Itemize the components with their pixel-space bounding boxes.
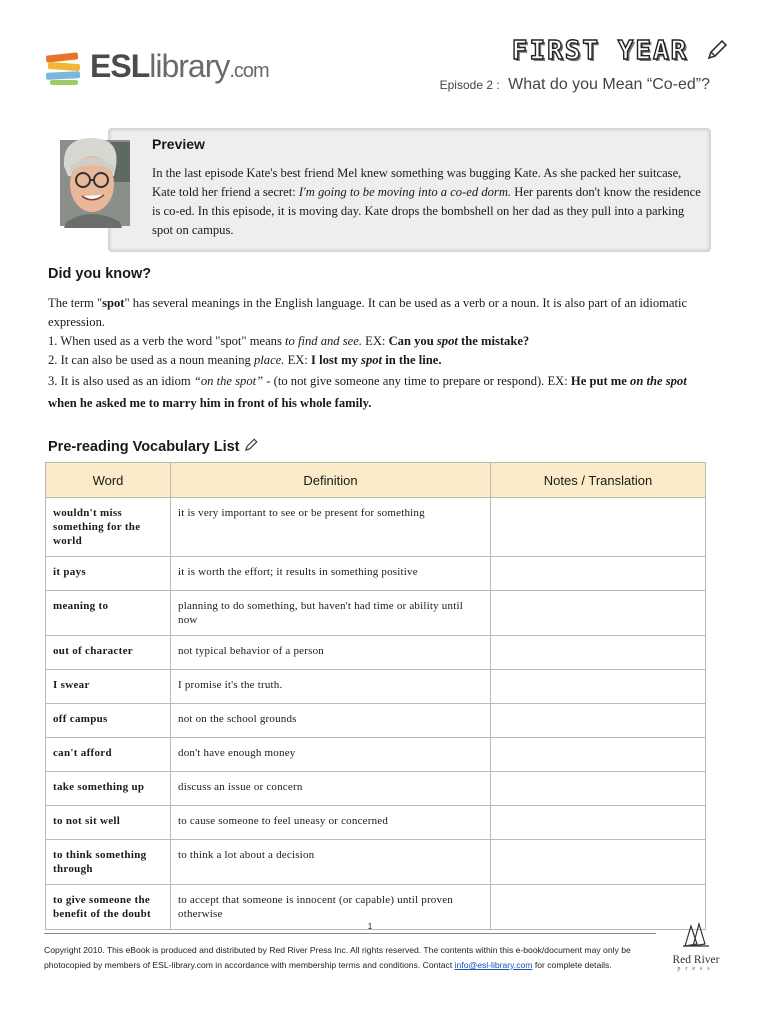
esl-library-logo — [44, 44, 284, 94]
vocab-notes-cell[interactable] — [491, 557, 706, 591]
vocab-word: wouldn't miss something for the world — [46, 498, 171, 557]
vocab-row — [46, 591, 706, 636]
vocab-word: to give someone the benefit of the doubt — [46, 885, 171, 930]
vocab-definition: planning to do something, but haven't had time or ability until now — [171, 591, 491, 636]
dyk-intro: The term "spot" has several meanings in the English language. It can be used as a verb or a noun. It is also part of an idiomatic expression. — [48, 296, 688, 329]
vocab-word: take something up — [46, 772, 171, 806]
vocab-heading: Pre-reading Vocabulary List — [48, 438, 258, 455]
logo-wordmark: ESLlibrary.com — [90, 48, 269, 84]
vocab-row — [46, 772, 706, 806]
vocab-word: it pays — [46, 557, 171, 591]
copyright-text: Copyright 2010. This eBook is produced and distributed by Red River Press Inc. All rights reserved. The contents within this e-book/document may only be photocopied by members of ESL-library.com in accordance with membership terms and conditions. Contact info@esl-library.com for complete details. — [44, 945, 631, 970]
vocab-word: meaning to — [46, 591, 171, 636]
vocab-definition: don't have enough money — [171, 738, 491, 772]
vocab-row — [46, 806, 706, 840]
dyk-item-3: 3. It is also used as an idiom “on the spot” - (to not give someone any time to prepare or respond). EX: He put me on the spot when he asked me to marry him in front of his whole family. — [48, 374, 687, 410]
episode-number: Episode 2 : — [439, 78, 500, 92]
vocab-row — [46, 840, 706, 885]
vocab-definition: to cause someone to feel uneasy or concerned — [171, 806, 491, 840]
vocab-notes-cell[interactable] — [491, 738, 706, 772]
vocab-word: off campus — [46, 704, 171, 738]
episode-title: What do you Mean “Co-ed”? — [508, 76, 710, 93]
vocab-row — [46, 704, 706, 738]
book-pages-icon — [681, 922, 711, 948]
vocab-definition: it is worth the effort; it results in something positive — [171, 557, 491, 591]
preview-text: In the last episode Kate's best friend Mel knew something was bugging Kate. As she packed her suitcase, Kate told her friend a secret: I'm going to be moving into a co-ed dorm. Her parents don't know the residence is co-ed. In this episode, it is moving day. Kate drops the bombshell on her dad as they pull into a parking spot on campus. — [152, 166, 701, 237]
vocab-notes-cell[interactable] — [491, 670, 706, 704]
did-you-know-heading: Did you know? — [48, 266, 152, 282]
vocab-definition: to accept that someone is innocent (or capable) until proven otherwise — [171, 885, 491, 930]
character-avatar — [50, 132, 134, 228]
vocab-notes-cell[interactable] — [491, 806, 706, 840]
red-river-press-logo: Red River press — [668, 922, 724, 974]
series-title: FIRST YEAR — [512, 36, 728, 66]
vocab-definition: I promise it's the truth. — [171, 670, 491, 704]
column-header-word: Word — [46, 463, 171, 498]
books-icon — [44, 48, 84, 88]
vocab-notes-cell[interactable] — [491, 498, 706, 557]
vocab-definition: discuss an issue or concern — [171, 772, 491, 806]
vocab-notes-cell[interactable] — [491, 772, 706, 806]
vocab-notes-cell[interactable] — [491, 591, 706, 636]
vocab-definition: not typical behavior of a person — [171, 636, 491, 670]
vocab-row — [46, 557, 706, 591]
vocab-word: I swear — [46, 670, 171, 704]
vocab-notes-cell[interactable] — [491, 636, 706, 670]
vocab-word: out of character — [46, 636, 171, 670]
contact-email-link[interactable]: info@esl-library.com — [454, 960, 533, 970]
pencil-icon — [244, 438, 258, 452]
did-you-know-body — [48, 294, 718, 414]
vocab-header-row — [46, 463, 706, 498]
column-header-definition: Definition — [171, 463, 491, 498]
dyk-item-2: 2. It can also be used as a noun meaning place. EX: I lost my spot in the line. — [48, 353, 442, 367]
preview-heading: Preview — [152, 136, 205, 152]
vocab-row — [46, 636, 706, 670]
vocab-word: can't afford — [46, 738, 171, 772]
vocab-definition: it is very important to see or be present for something — [171, 498, 491, 557]
vocab-word: to think something through — [46, 840, 171, 885]
page-number: 1 — [367, 922, 373, 931]
pencil-icon — [706, 39, 728, 61]
vocab-definition: to think a lot about a decision — [171, 840, 491, 885]
vocab-row — [46, 738, 706, 772]
vocab-notes-cell[interactable] — [491, 704, 706, 738]
vocab-row — [46, 498, 706, 557]
footer-divider — [44, 933, 656, 934]
vocab-table — [45, 462, 706, 930]
dyk-item-1: 1. When used as a verb the word "spot" means to find and see. EX: Can you spot the mistake? — [48, 334, 530, 348]
vocab-row — [46, 670, 706, 704]
vocab-definition: not on the school grounds — [171, 704, 491, 738]
episode-heading — [440, 76, 710, 94]
vocab-notes-cell[interactable] — [491, 840, 706, 885]
vocab-word: to not sit well — [46, 806, 171, 840]
column-header-notes: Notes / Translation — [491, 463, 706, 498]
